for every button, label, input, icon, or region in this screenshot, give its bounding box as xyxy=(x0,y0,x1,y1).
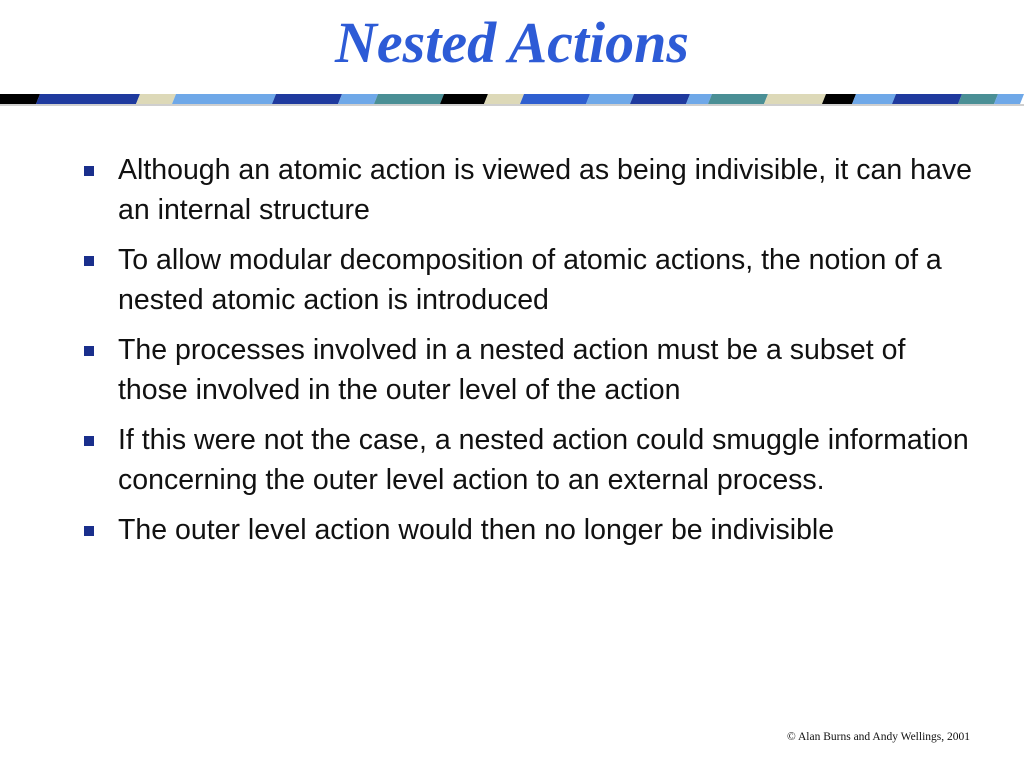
bullet-item xyxy=(78,510,978,550)
stripe-segment xyxy=(994,94,1024,104)
bullet-list xyxy=(78,150,978,560)
bullet-item xyxy=(78,150,978,230)
square-bullet-icon xyxy=(84,526,94,536)
bullet-text: The outer level action would then no longer be indivisible xyxy=(118,514,835,546)
stripe-segment xyxy=(172,94,276,104)
stripe-segment xyxy=(822,94,856,104)
stripe-segment xyxy=(852,94,896,104)
stripe-segment xyxy=(36,94,140,104)
stripe-segment xyxy=(892,94,962,104)
copyright-footer: © Alan Burns and Andy Wellings, 2001 xyxy=(787,731,970,743)
bullet-item xyxy=(78,240,978,320)
stripe-segment xyxy=(958,94,998,104)
stripe-segment xyxy=(586,94,634,104)
decorative-stripe xyxy=(0,92,1024,106)
bullet-text: To allow modular decomposition of atomic actions, the notion of a nested atomic action is introduced xyxy=(118,244,942,316)
stripe-segment xyxy=(374,94,444,104)
stripe-segment xyxy=(338,94,378,104)
bullet-text: The processes involved in a nested action must be a subset of those involved in the outer level of the action xyxy=(118,334,906,406)
stripe-segment xyxy=(0,94,40,104)
stripe-segment xyxy=(484,94,524,104)
bullet-text: If this were not the case, a nested action could smuggle information concerning the outer level action to an external process. xyxy=(118,424,969,496)
bullet-text: Although an atomic action is viewed as being indivisible, it can have an internal structure xyxy=(118,154,972,226)
square-bullet-icon xyxy=(84,346,94,356)
stripe-segment xyxy=(136,94,176,104)
stripe-segment xyxy=(520,94,590,104)
stripe-segment xyxy=(440,94,488,104)
slide-title: Nested Actions xyxy=(335,10,689,75)
stripe-segment xyxy=(708,94,768,104)
stripe-segment xyxy=(686,94,712,104)
stripe-underline xyxy=(0,104,1024,106)
square-bullet-icon xyxy=(84,166,94,176)
stripe-segment xyxy=(630,94,690,104)
bullet-item xyxy=(78,420,978,500)
square-bullet-icon xyxy=(84,256,94,266)
bullet-item xyxy=(78,330,978,410)
square-bullet-icon xyxy=(84,436,94,446)
stripe-segment xyxy=(272,94,342,104)
stripe-segment xyxy=(764,94,826,104)
